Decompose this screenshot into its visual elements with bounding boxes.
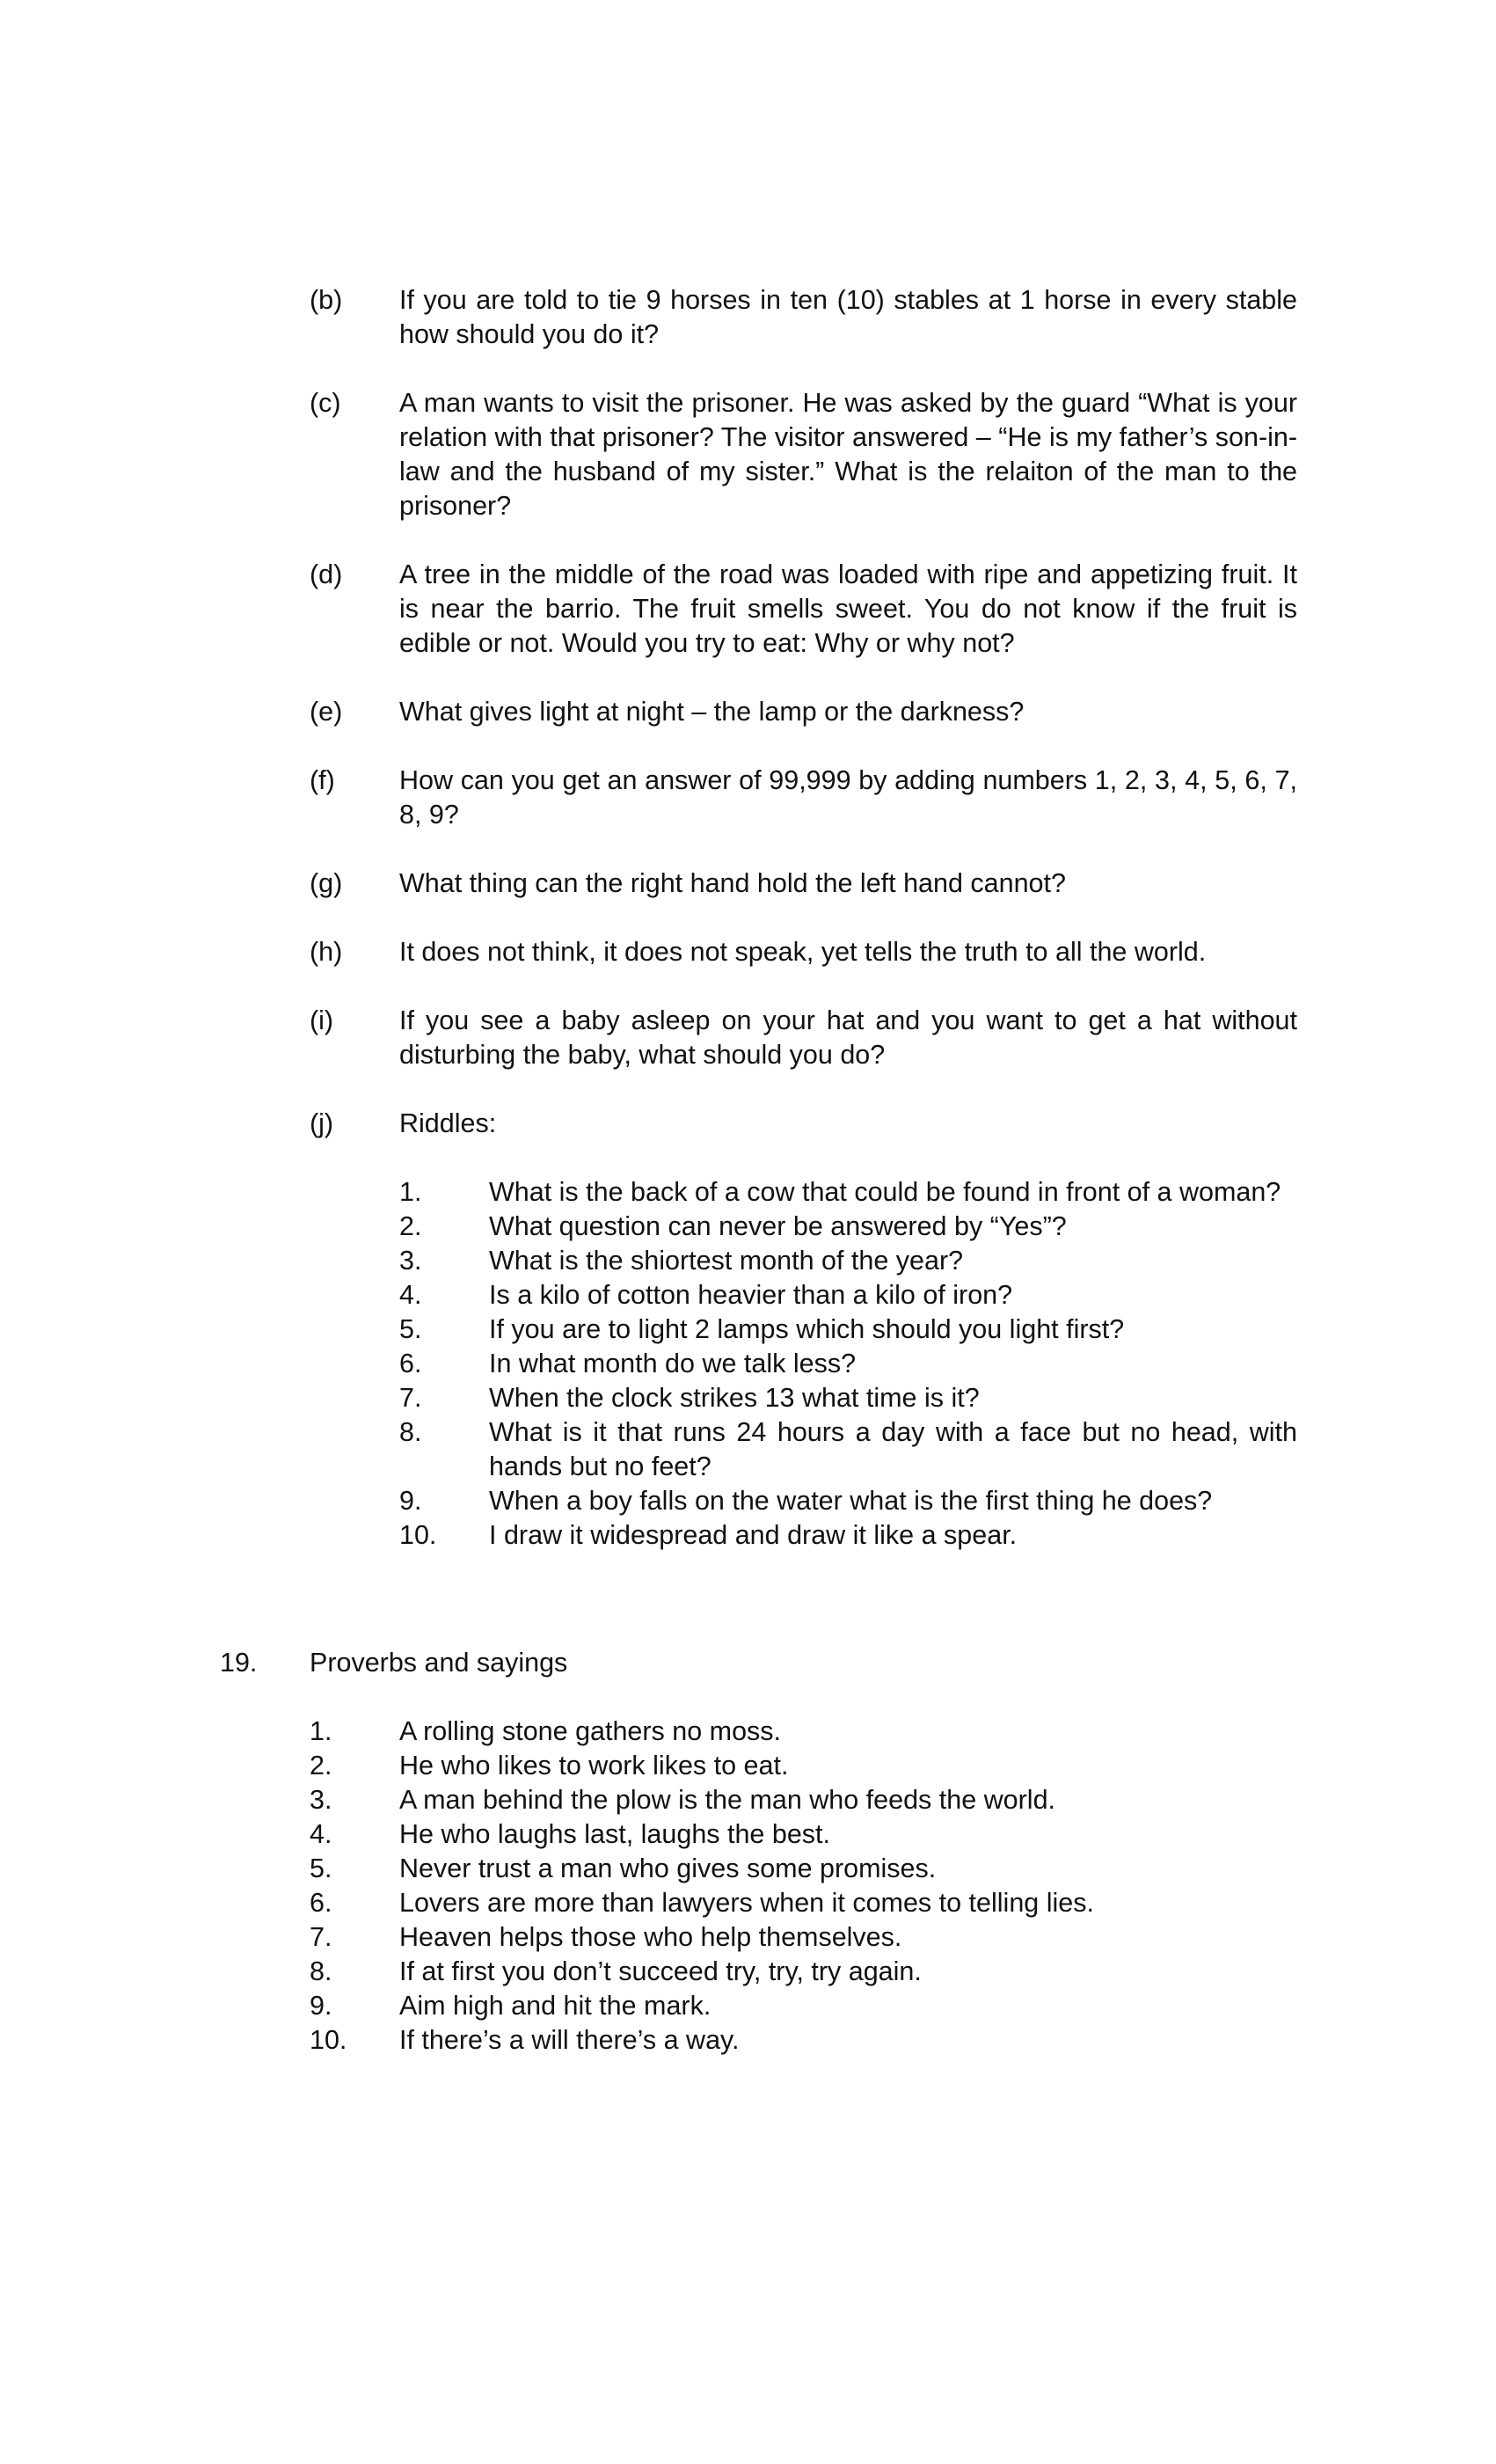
riddle-number: 7. [399,1383,422,1413]
riddle-number: 6. [399,1349,422,1378]
section-heading [220,1646,1297,1680]
proverb-item [310,1783,1297,1817]
proverb-item [310,2023,1297,2058]
riddle-item [399,1175,1297,1210]
question-item [310,866,1297,901]
proverb-item [310,1852,1297,1886]
riddle-text: What is the shiortest month of the year? [489,1246,964,1276]
proverb-item [310,1715,1297,1749]
proverb-number: 8. [310,1956,332,1986]
question-label: (c) [310,388,341,418]
question-item [310,558,1297,661]
proverb-item [310,1989,1297,2023]
question-item [310,695,1297,729]
proverb-number: 1. [310,1716,332,1746]
riddle-number: 5. [399,1314,422,1344]
riddle-number: 8. [399,1417,422,1447]
proverb-number: 9. [310,1991,332,2021]
section-proverbs [220,1646,1297,2058]
question-item [310,935,1297,969]
proverb-text: A man behind the plow is the man who feeds the world. [399,1785,1055,1815]
riddle-list [399,1175,1297,1553]
riddles-heading [310,1107,1297,1141]
riddle-text: What is the back of a cow that could be found in front of a woman? [489,1177,1281,1207]
proverb-text: If there’s a will there’s a way. [399,2025,740,2055]
riddles-title: Riddles: [399,1108,497,1138]
section-number: 19. [220,1648,258,1678]
question-text: It does not think, it does not speak, yet tells the truth to all the world. [399,937,1207,967]
question-item [310,386,1297,523]
riddle-text: When the clock strikes 13 what time is it? [489,1383,980,1413]
proverb-item [310,1886,1297,1920]
proverb-number: 5. [310,1853,332,1883]
question-label: (h) [310,937,343,967]
question-text: If you are told to tie 9 horses in ten (10) stables at 1 horse in every stable how should you do it? [399,285,1297,349]
proverb-text: Heaven helps those who help themselves. [399,1922,902,1952]
question-text: A tree in the middle of the road was loaded with ripe and appetizing fruit. It is near the barrio. The fruit smells sweet. You do not know if the fruit is edible or not. Would you try to eat: Why or why not? [399,559,1297,658]
riddle-text: I draw it widespread and draw it like a spear. [489,1520,1018,1550]
riddle-text: In what month do we talk less? [489,1349,857,1378]
proverb-text: Never trust a man who gives some promises. [399,1853,937,1883]
question-label: (e) [310,697,343,727]
proverb-text: Aim high and hit the mark. [399,1991,712,2021]
question-label: (b) [310,285,343,315]
riddle-number: 10. [399,1520,437,1550]
section-title: Proverbs and sayings [310,1648,568,1678]
riddle-item [399,1415,1297,1484]
proverb-number: 10. [310,2025,347,2055]
question-list [310,283,1297,1553]
proverb-text: Lovers are more than lawyers when it comes to telling lies. [399,1888,1094,1918]
riddle-number: 2. [399,1211,422,1241]
question-item [310,283,1297,352]
riddle-text: If you are to light 2 lamps which should you light first? [489,1314,1125,1344]
question-label: (j) [310,1108,334,1138]
proverb-text: If at first you don’t succeed try, try, try again. [399,1956,922,1986]
proverb-number: 6. [310,1888,332,1918]
proverb-number: 2. [310,1751,332,1780]
riddle-number: 3. [399,1246,422,1276]
riddle-item [399,1347,1297,1381]
proverb-item [310,1749,1297,1783]
riddle-item [399,1278,1297,1312]
riddle-number: 4. [399,1280,422,1310]
question-text: How can you get an answer of 99,999 by adding numbers 1, 2, 3, 4, 5, 6, 7, 8, 9? [399,765,1297,830]
riddle-item [399,1312,1297,1347]
riddle-item [399,1518,1297,1553]
question-item [310,764,1297,832]
question-text: What gives light at night – the lamp or the darkness? [399,697,1025,727]
question-label: (g) [310,868,343,898]
question-label: (f) [310,765,335,795]
proverb-number: 7. [310,1922,332,1952]
proverb-text: He who laughs last, laughs the best. [399,1819,830,1849]
riddle-text: What is it that runs 24 hours a day with a face but no head, with hands but no feet? [489,1417,1297,1481]
riddle-text: Is a kilo of cotton heavier than a kilo of iron? [489,1280,1013,1310]
riddle-number: 9. [399,1486,422,1516]
proverb-text: A rolling stone gathers no moss. [399,1716,782,1746]
question-text: If you see a baby asleep on your hat and you want to get a hat without disturbing the baby, what should you do? [399,1005,1297,1070]
proverb-item [310,1817,1297,1852]
riddle-item [399,1210,1297,1244]
riddle-number: 1. [399,1177,422,1207]
riddle-item [399,1244,1297,1278]
proverb-item [310,1920,1297,1955]
proverb-text: He who likes to work likes to eat. [399,1751,789,1780]
question-text: A man wants to visit the prisoner. He was asked by the guard “What is your relation with that prisoner? The visitor answered – “He is my father’s son-in-law and the husband of my sister.” What is the relaiton of the man to the prisoner? [399,388,1297,521]
riddle-text: When a boy falls on the water what is the first thing he does? [489,1486,1213,1516]
proverb-item [310,1955,1297,1989]
proverb-number: 3. [310,1785,332,1815]
proverb-list [310,1715,1297,2058]
riddle-text: What question can never be answered by “Yes”? [489,1211,1067,1241]
riddle-item [399,1381,1297,1415]
question-item [310,1004,1297,1072]
question-label: (d) [310,559,343,589]
question-label: (i) [310,1005,334,1035]
question-text: What thing can the right hand hold the left hand cannot? [399,868,1066,898]
riddle-item [399,1484,1297,1518]
proverb-number: 4. [310,1819,332,1849]
